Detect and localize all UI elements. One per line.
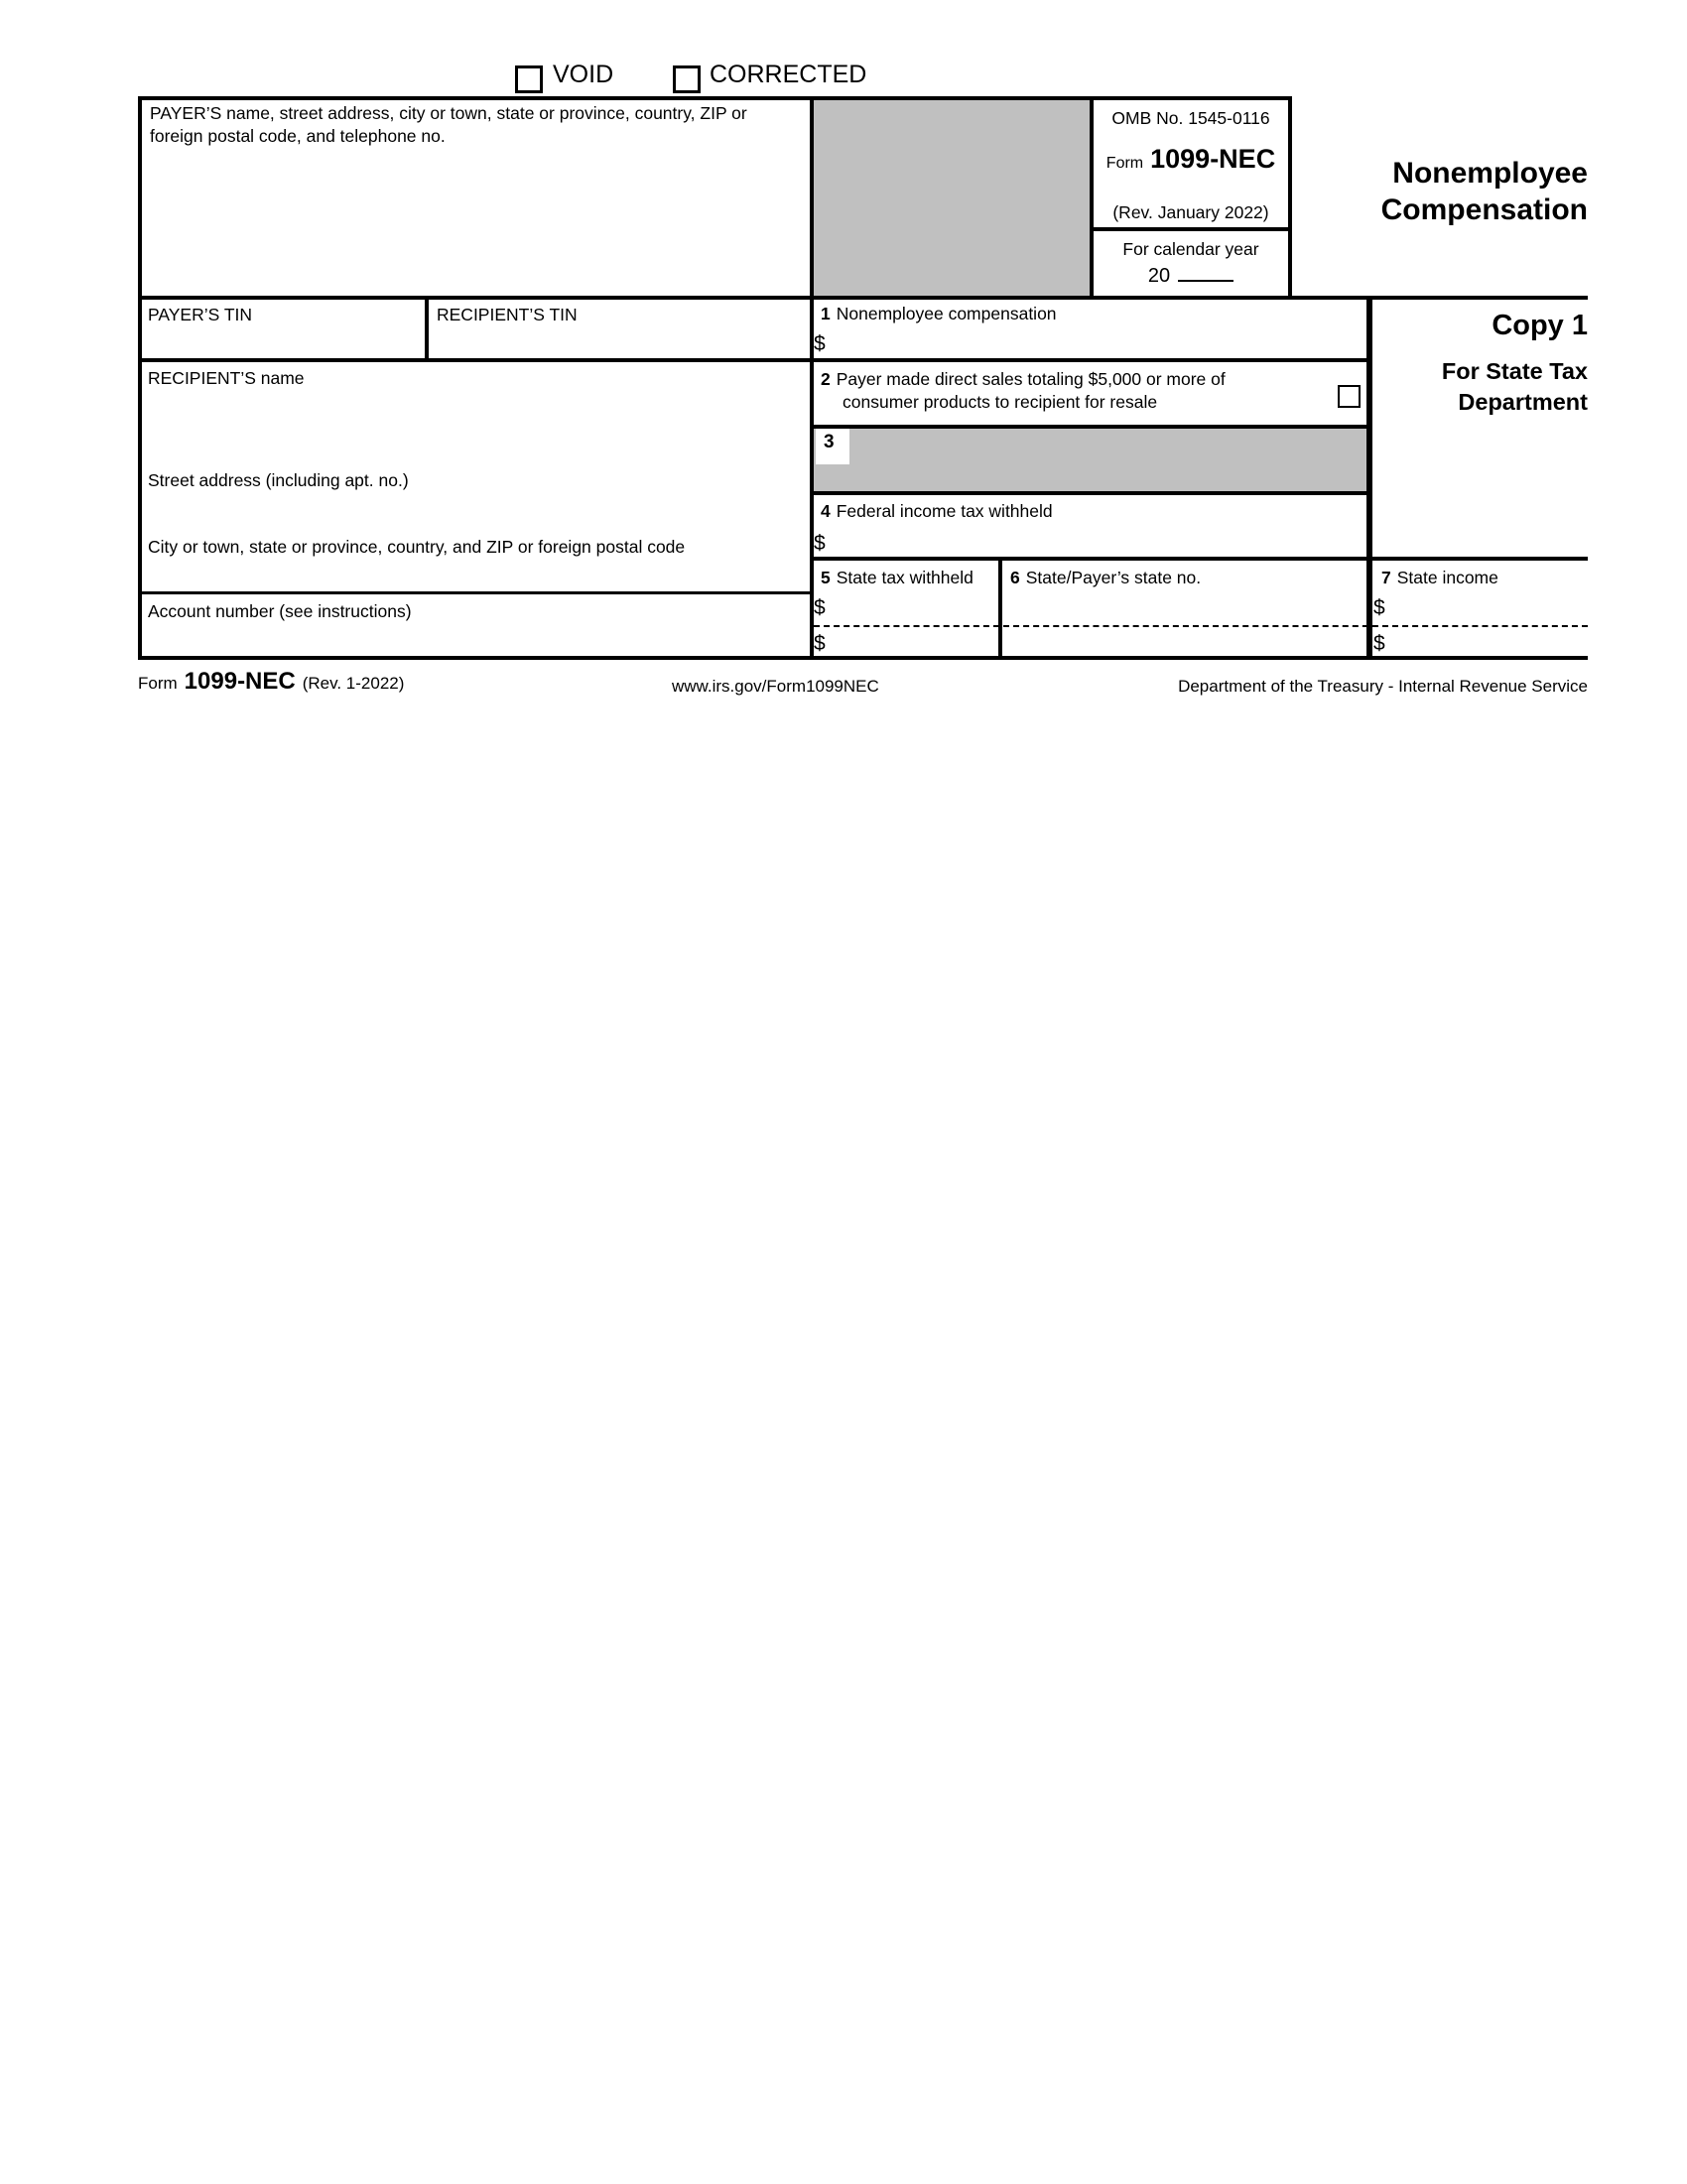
- footer-form-number: [138, 668, 404, 696]
- calendar-year-line: [1094, 260, 1288, 289]
- box2-label-line1: [821, 368, 1226, 391]
- void-checkbox[interactable]: [515, 65, 543, 93]
- payer-tin-field[interactable]: [144, 327, 422, 355]
- box2-text-line1: Payer made direct sales totaling $5,000 or more of: [836, 369, 1226, 389]
- footer-revision: (Rev. 1-2022): [302, 674, 405, 693]
- revision-label: (Rev. January 2022): [1112, 202, 1269, 222]
- box1-text: Nonemployee compensation: [836, 304, 1057, 323]
- omb-number-label: OMB No. 1545-0116: [1111, 108, 1270, 128]
- box1-dollar-sign: $: [814, 332, 826, 355]
- dashed-split-line: [814, 625, 1588, 627]
- account-number-field[interactable]: [144, 623, 805, 653]
- street-address-label: Street address (including apt. no.): [148, 470, 409, 490]
- box7-number: 7: [1381, 568, 1391, 587]
- box3-number: 3: [824, 432, 835, 452]
- box5-amount-field-top[interactable]: [839, 593, 992, 619]
- box7-text: State income: [1396, 568, 1498, 587]
- copy-label: Copy 1: [1492, 310, 1588, 341]
- box5-amount-field-bottom[interactable]: [839, 629, 992, 653]
- box7-label: [1381, 567, 1498, 589]
- box6-label: [1010, 567, 1201, 589]
- grid-line: [138, 96, 142, 660]
- box5-number: 5: [821, 568, 831, 587]
- box6-state-no-field-top[interactable]: [1006, 593, 1362, 619]
- box1-label: [821, 303, 1057, 325]
- copy-for-line2: Department: [1458, 389, 1588, 415]
- corrected-checkbox[interactable]: [673, 65, 701, 93]
- city-state-zip-label: City or town, state or province, country, and ZIP or foreign postal code: [148, 537, 686, 557]
- box4-amount-field[interactable]: [839, 529, 1355, 553]
- footer-irs-url: www.irs.gov/Form1099NEC: [672, 677, 879, 696]
- box1-number: 1: [821, 304, 831, 323]
- box3-cell: [816, 429, 849, 464]
- payer-info-field[interactable]: [144, 149, 799, 288]
- box4-dollar-sign: $: [814, 532, 826, 555]
- box7-amount-field-top[interactable]: [1399, 593, 1583, 619]
- street-address-field[interactable]: [144, 492, 805, 532]
- form-number: 1099-NEC: [1150, 144, 1276, 174]
- form-title-line2: Compensation: [1380, 193, 1588, 226]
- box6-text: State/Payer’s state no.: [1025, 568, 1202, 587]
- footer-form-word: Form: [138, 674, 178, 693]
- grid-line: [810, 96, 814, 660]
- box1-amount-field[interactable]: [839, 329, 1355, 355]
- box2-number: 2: [821, 369, 831, 389]
- form-title-line1: Nonemployee: [1392, 157, 1588, 190]
- form-word: Form: [1105, 155, 1144, 172]
- calendar-year-blank[interactable]: [1178, 260, 1233, 282]
- recipient-tin-label: RECIPIENT’S TIN: [437, 305, 578, 324]
- box5-dollar-sign-bottom: $: [814, 632, 826, 655]
- copy-for-label: [1290, 356, 1588, 418]
- box5-text: State tax withheld: [836, 568, 973, 587]
- recipient-name-label: RECIPIENT’S name: [148, 368, 305, 388]
- payer-tin-label: PAYER’S TIN: [148, 305, 253, 324]
- grid-line: [138, 358, 1371, 362]
- box6-number: 6: [1010, 568, 1020, 587]
- form-number-line: [1094, 144, 1288, 175]
- grid-line: [1090, 227, 1292, 231]
- footer-form-id: 1099-NEC: [184, 668, 296, 695]
- recipient-name-field[interactable]: [144, 389, 805, 463]
- box7-amount-field-bottom[interactable]: [1399, 629, 1583, 653]
- grid-line: [810, 425, 1371, 429]
- recipient-tin-field[interactable]: [433, 327, 806, 355]
- box5-label: [821, 567, 973, 589]
- box5-dollar-sign-top: $: [814, 596, 826, 619]
- box4-number: 4: [821, 501, 831, 521]
- void-label: VOID: [553, 61, 614, 88]
- box6-state-no-field-bottom[interactable]: [1006, 629, 1362, 653]
- grid-line: [1366, 296, 1372, 660]
- box4-label: [821, 500, 1053, 523]
- form-title: [1290, 155, 1588, 228]
- box7-dollar-sign-top: $: [1373, 596, 1385, 619]
- box2-checkbox[interactable]: [1338, 385, 1361, 408]
- grid-line: [810, 491, 1371, 495]
- payer-info-label: PAYER’S name, street address, city or town, state or province, country, ZIP or foreign postal code, and telephone no.: [150, 103, 747, 146]
- calendar-year-prefix: 20: [1147, 265, 1171, 287]
- box7-dollar-sign-bottom: $: [1373, 632, 1385, 655]
- grid-line: [998, 557, 1002, 660]
- shaded-area-top: [812, 98, 1092, 298]
- grid-line: [138, 96, 1292, 100]
- grid-line: [138, 591, 814, 594]
- footer-agency: Department of the Treasury - Internal Revenue Service: [1178, 677, 1588, 696]
- grid-line: [810, 557, 1588, 561]
- corrected-label: CORRECTED: [710, 61, 867, 88]
- box2-label-line2: consumer products to recipient for resale: [843, 392, 1158, 412]
- grid-line: [425, 296, 429, 362]
- copy-for-line1: For State Tax: [1441, 358, 1588, 384]
- account-number-label: Account number (see instructions): [148, 601, 412, 621]
- box4-text: Federal income tax withheld: [836, 501, 1053, 521]
- shaded-area-box3: [812, 427, 1367, 492]
- city-state-zip-field[interactable]: [144, 558, 805, 587]
- calendar-year-label: For calendar year: [1122, 239, 1259, 259]
